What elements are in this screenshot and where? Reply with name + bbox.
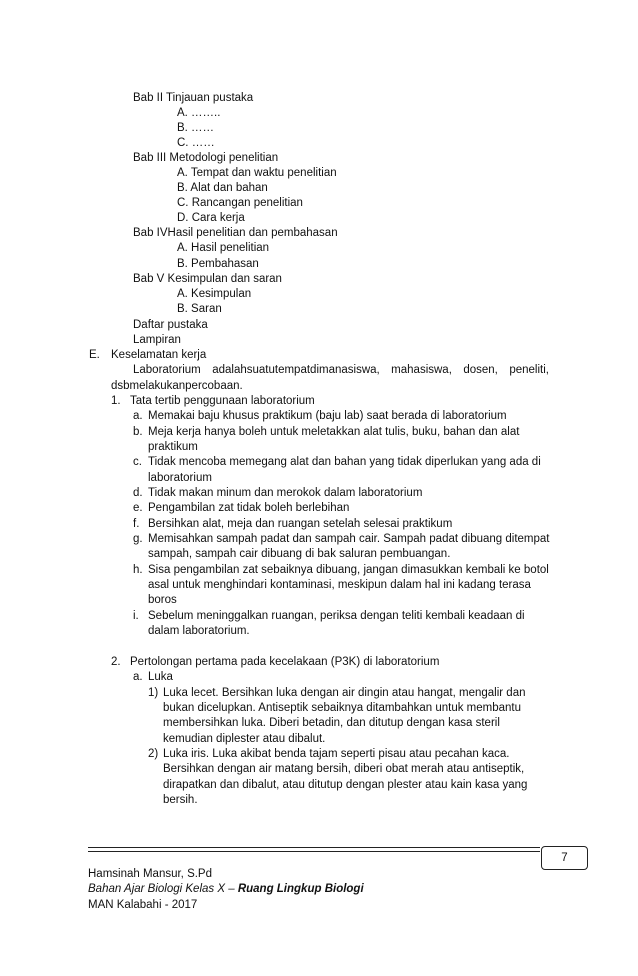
outline-bab2-item: B. …… (177, 122, 215, 134)
first-aid-item-text: membersihkan luka. Diberi betadin, dan ditutup dengan kasa steril (163, 717, 500, 729)
intro-word: mahasiswa, (391, 364, 452, 376)
outline-bab4-item: B. Pembahasan (177, 258, 259, 270)
intro-word: dosen, (463, 364, 498, 376)
outline-bab3: Bab III Metodologi penelitian (133, 152, 279, 164)
rules-number: 1. (111, 395, 121, 407)
rules-heading: Tata tertib penggunaan laboratorium (130, 395, 315, 407)
rule-text: dalam laboratorium. (148, 625, 250, 637)
intro-paragraph-line: dsbmelakukanpercobaan. (111, 380, 243, 392)
rule-text: Meja kerja hanya boleh untuk meletakkan alat tulis, buku, bahan dan alat (148, 426, 520, 438)
rule-marker: f. (133, 518, 140, 530)
rule-text: Tidak makan minum dan merokok dalam laboratorium (148, 487, 423, 499)
first-aid-item-text: dirapatkan dan dibalut, atau ditutup dengan plester atau kain kasa yang (163, 779, 528, 791)
rule-marker: b. (133, 426, 143, 438)
footer-school: MAN Kalabahi - 2017 (88, 899, 198, 911)
first-aid-item-text: Luka iris. Luka akibat benda tajam seperti pisau atau pecahan kaca. (163, 748, 510, 760)
outline-bab3-item: A. Tempat dan waktu penelitian (177, 167, 337, 179)
rule-text: Bersihkan alat, meja dan ruangan setelah selesai praktikum (148, 518, 453, 530)
outline-bab3-item: B. Alat dan bahan (177, 182, 268, 194)
first-aid-item-marker: 1) (148, 687, 159, 699)
rule-text: praktikum (148, 441, 198, 453)
outline-bab5-item: A. Kesimpulan (177, 288, 252, 300)
rule-marker: c. (133, 456, 142, 468)
rule-marker: d. (133, 487, 143, 499)
outline-bab2: Bab II Tinjauan pustaka (133, 92, 254, 104)
first-aid-item-text: kemudian diplester atau dibalut. (163, 733, 326, 745)
rule-text: Sisa pengambilan zat sebaiknya dibuang, jangan dimasukkan kembali ke botol (148, 564, 549, 576)
outline-lampiran: Lampiran (133, 334, 181, 346)
rule-text: Sebelum meninggalkan ruangan, periksa dengan teliti kembali keadaan di (148, 610, 525, 622)
first-aid-number: 2. (111, 656, 121, 668)
intro-paragraph-line (133, 363, 549, 378)
outline-bab5: Bab V Kesimpulan dan saran (133, 273, 282, 285)
rule-text: Tidak mencoba memegang alat dan bahan yang tidak diperlukan yang ada di (148, 456, 541, 468)
intro-word: peneliti, (509, 364, 549, 376)
rule-text: sampah, sampah cair dibuang di bak saluran pembuangan. (148, 548, 451, 560)
outline-daftar-pustaka: Daftar pustaka (133, 319, 208, 331)
first-aid-item-text: Bersihkan dengan air matang bersih, diberi obat merah atau antiseptik, (163, 763, 525, 775)
first-aid-heading: Pertolongan pertama pada kecelakaan (P3K) di laboratorium (130, 656, 440, 668)
rule-marker: i. (133, 610, 139, 622)
outline-bab3-item: D. Cara kerja (177, 212, 245, 224)
section-title: Keselamatan kerja (111, 349, 207, 361)
first-aid-item-text: bukan dicelupkan. Antiseptik sebaiknya ditambahkan untuk membantu (163, 702, 522, 714)
outline-bab3-item: C. Rancangan penelitian (177, 197, 303, 209)
rule-text: Memakai baju khusus praktikum (baju lab) saat berada di laboratorium (148, 410, 507, 422)
section-marker: E. (89, 349, 100, 361)
outline-bab4: Bab IVHasil penelitian dan pembahasan (133, 227, 338, 239)
footer-book-topic: Ruang Lingkup Biologi (237, 883, 364, 895)
first-aid-item-text: Luka lecet. Bersihkan luka dengan air dingin atau hangat, mengalir dan (163, 687, 526, 699)
rule-marker: h. (133, 564, 143, 576)
intro-word: adalahsuatutempatdimanasiswa, (212, 364, 380, 376)
rule-text: Memisahkan sampah padat dan sampah cair. Sampah padat dibuang ditempat (148, 533, 550, 545)
page-number: 7 (541, 846, 588, 870)
footer-rule (88, 851, 540, 852)
first-aid-item-text: bersih. (163, 794, 198, 806)
outline-bab4-item: A. Hasil penelitian (177, 242, 270, 254)
rule-text: asal untuk menghindari kontaminasi, meskipun dalam hal ini kadang terasa (148, 579, 531, 591)
footer-author: Hamsinah Mansur, S.Pd (88, 868, 213, 880)
outline-bab2-item: A. …….. (177, 107, 221, 119)
first-aid-sub-marker: a. (133, 671, 143, 683)
footer-book-title (88, 882, 364, 897)
rule-marker: e. (133, 502, 143, 514)
footer-rule (88, 847, 540, 848)
rule-marker: a. (133, 410, 143, 422)
outline-bab5-item: B. Saran (177, 303, 222, 315)
footer-book-prefix: Bahan Ajar Biologi Kelas X – (88, 883, 238, 895)
rule-text: boros (148, 594, 177, 606)
outline-bab2-item: C. …… (177, 137, 215, 149)
rule-text: laboratorium (148, 472, 212, 484)
rule-text: Pengambilan zat tidak boleh berlebihan (148, 502, 350, 514)
intro-word: Laboratorium (133, 364, 201, 376)
first-aid-item-marker: 2) (148, 748, 159, 760)
rule-marker: g. (133, 533, 143, 545)
first-aid-sub-title: Luka (148, 671, 173, 683)
